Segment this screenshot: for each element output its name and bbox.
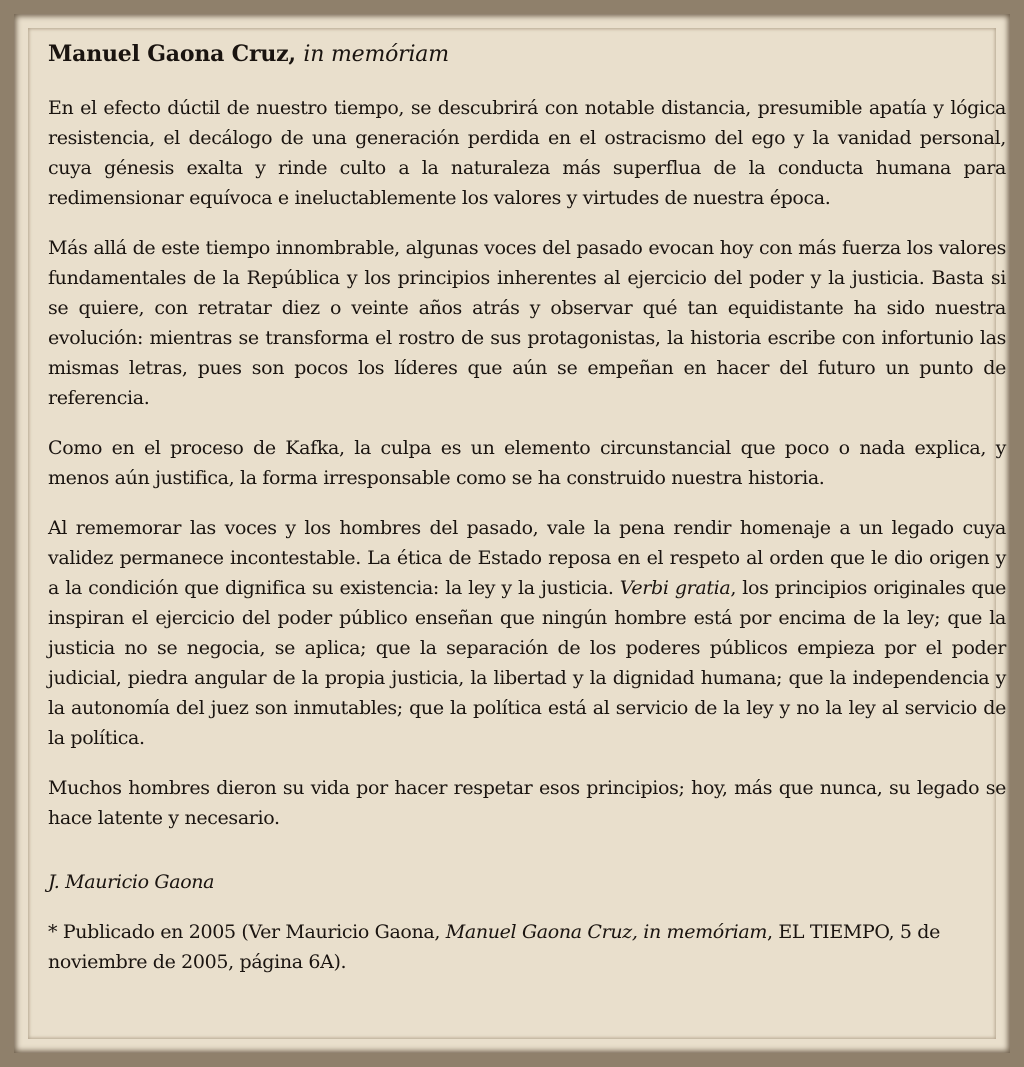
paragraph-2: Más allá de este tiempo innombrable, algunas voces del pasado evocan hoy con más fuerza los valores fundamentales de la República y los principios inherentes al ejercicio del poder y la justicia. Basta si se quiere, con retratar diez o veinte años atrás y observar qué tan equidistante ha sido nuestra evolución: mientras se transforma el rostro de sus protagonistas, la historia escribe con infortunio las mismas letras, pues son pocos los líderes que aún se empeñan en hacer del futuro un punto de referencia. xyxy=(48,237,1006,409)
author-signature: J. Mauricio Gaona xyxy=(48,871,215,893)
footnote-part-2: , EL TIEMPO, 5 de noviembre de 2005, página 6A). xyxy=(48,921,941,973)
paragraph-5: Muchos hombres dieron su vida por hacer respetar esos principios; hoy, más que nunca, su legado se hace latente y necesario. xyxy=(48,777,1006,829)
article-body xyxy=(48,38,1006,977)
paragraph-4-part-1: Al rememorar las voces y los hombres del pasado, vale la pena rendir homenaje a un legado cuya validez permanece incontestable. La ética de Estado reposa en el respeto al orden que le dio origen y a la condición que dignifica su existencia: la ley y la justicia. xyxy=(48,517,1006,599)
paragraph-4 xyxy=(48,513,1006,753)
footnote-part-1: * Publicado en 2005 (Ver Mauricio Gaona, xyxy=(48,921,441,943)
title-italic: in memóriam xyxy=(303,42,449,67)
paragraph-4-part-2: , los principios originales que inspiran el ejercicio del poder público enseñan que ningún hombre está por encima de la ley; que la justicia no se negocia, se aplica; que la separación de los poderes públicos empieza por el poder judicial, piedra angular de la propia justicia, la libertad y la dignidad humana; que la independencia y la autonomía del juez son inmutables; que la política está al servicio de la ley y no la ley al servicio de la política. xyxy=(48,577,1007,749)
footnote xyxy=(48,917,1006,977)
paragraph-1: En el efecto dúctil de nuestro tiempo, se descubrirá con notable distancia, presumible apatía y lógica resistencia, el decálogo de una generación perdida en el ostracismo del ego y la vanidad personal, cuya génesis exalta y rinde culto a la naturaleza más superflua de la conducta humana para redimensionar equívoca e ineluctablemente los valores y virtudes de nuestra época. xyxy=(48,97,1006,209)
footnote-italic: Manuel Gaona Cruz, in memóriam xyxy=(445,921,767,943)
paragraph-4-italic: Verbi gratia xyxy=(619,577,731,599)
article-title xyxy=(48,38,1006,71)
paragraph-3: Como en el proceso de Kafka, la culpa es un elemento circunstancial que poco o nada explica, y menos aún justifica, la forma irresponsable como se ha construido nuestra historia. xyxy=(48,437,1006,489)
title-main: Manuel Gaona Cruz, xyxy=(48,41,296,67)
